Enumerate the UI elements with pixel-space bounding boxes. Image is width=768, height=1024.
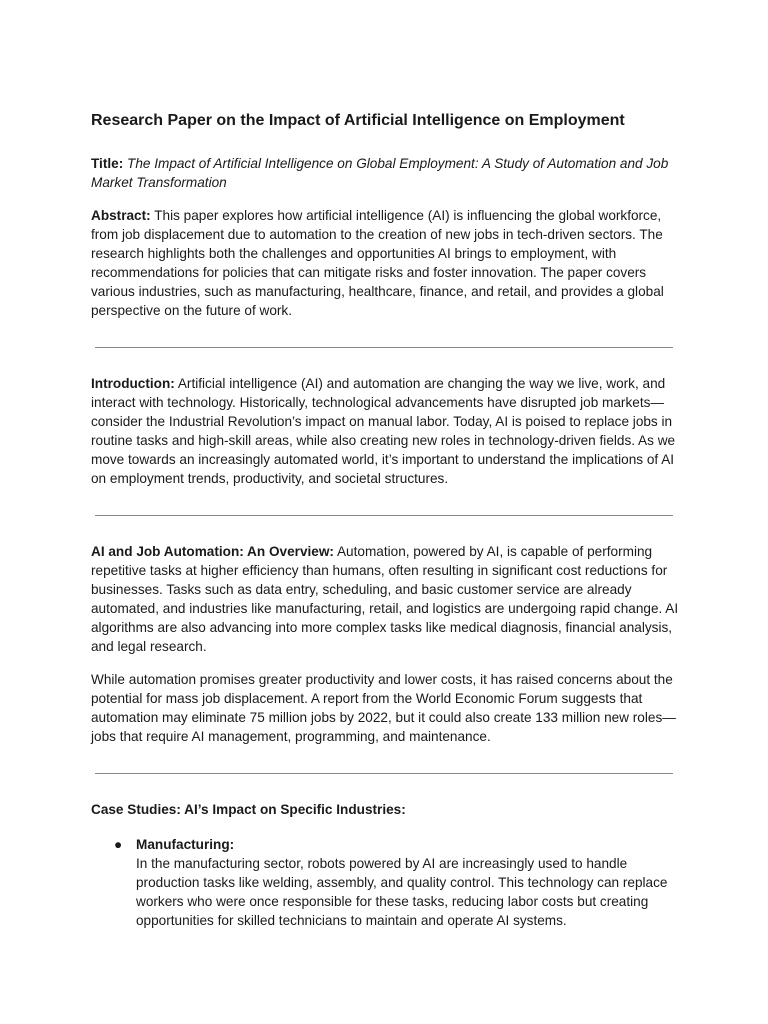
introduction-text: Artificial intelligence (AI) and automation are changing the way we live, work, and interact with technology. Historically, technological advancements have disrupted job markets—consider the Industrial Revolution’s impact on manual labor. Today, AI is poised to replace jobs in routine tasks and high-skill areas, while also creating new roles in technology-driven fields. As we move towards an increasingly automated world, it’s important to understand the implications of AI on employment trends, productivity, and societal structures. [91,376,676,486]
title-paragraph [91,154,681,192]
case-studies-heading: Case Studies: AI’s Impact on Specific Industries: [91,802,406,817]
case-studies-list [91,835,681,930]
overview-text: Automation, powered by AI, is capable of performing repetitive tasks at higher efficiency than humans, often resulting in significant cost reductions for businesses. Tasks such as data entry, scheduling, and basic customer service are already automated, and industries like manufacturing, retail, and logistics are undergoing rapid change. AI algorithms are also advancing into more complex tasks like medical diagnosis, financial analysis, and legal research. [91,544,679,654]
list-item [91,835,681,930]
horizontal-rule [95,773,673,774]
abstract-paragraph [91,206,681,320]
introduction-paragraph [91,374,681,488]
document-page [91,110,681,930]
list-item-title: Manufacturing: [136,837,235,852]
document-title: Research Paper on the Impact of Artificial Intelligence on Employment [91,112,625,129]
overview-paragraph-2: While automation promises greater productivity and lower costs, it has raised concerns about the potential for mass job displacement. A report from the World Economic Forum suggests that automation may eliminate 75 million jobs by 2022, but it could also create 133 million new roles—jobs that require AI management, programming, and maintenance. [91,672,676,744]
list-item-text: In the manufacturing sector, robots powered by AI are increasingly used to handle production tasks like welding, assembly, and quality control. This technology can replace workers who were once responsible for these tasks, reducing labor costs but creating opportunities for skilled technicians to maintain and operate AI systems. [136,856,668,928]
introduction-label: Introduction: [91,376,175,391]
abstract-text: This paper explores how artificial intelligence (AI) is influencing the global workforce, from job displacement due to automation to the creation of new jobs in tech-driven sectors. The research highlights both the challenges and opportunities AI brings to employment, with recommendations for policies that can mitigate risks and foster innovation. The paper covers various industries, such as manufacturing, healthcare, finance, and retail, and provides a global perspective on the future of work. [91,208,664,318]
title-text: The Impact of Artificial Intelligence on Global Employment: A Study of Automation and Job Market Transformation [91,156,669,190]
title-label: Title: [91,156,124,171]
abstract-label: Abstract: [91,208,151,223]
bullet-icon: ● [114,837,123,852]
horizontal-rule [95,515,673,516]
overview-paragraph [91,542,681,656]
horizontal-rule [95,347,673,348]
overview-label: AI and Job Automation: An Overview: [91,544,334,559]
